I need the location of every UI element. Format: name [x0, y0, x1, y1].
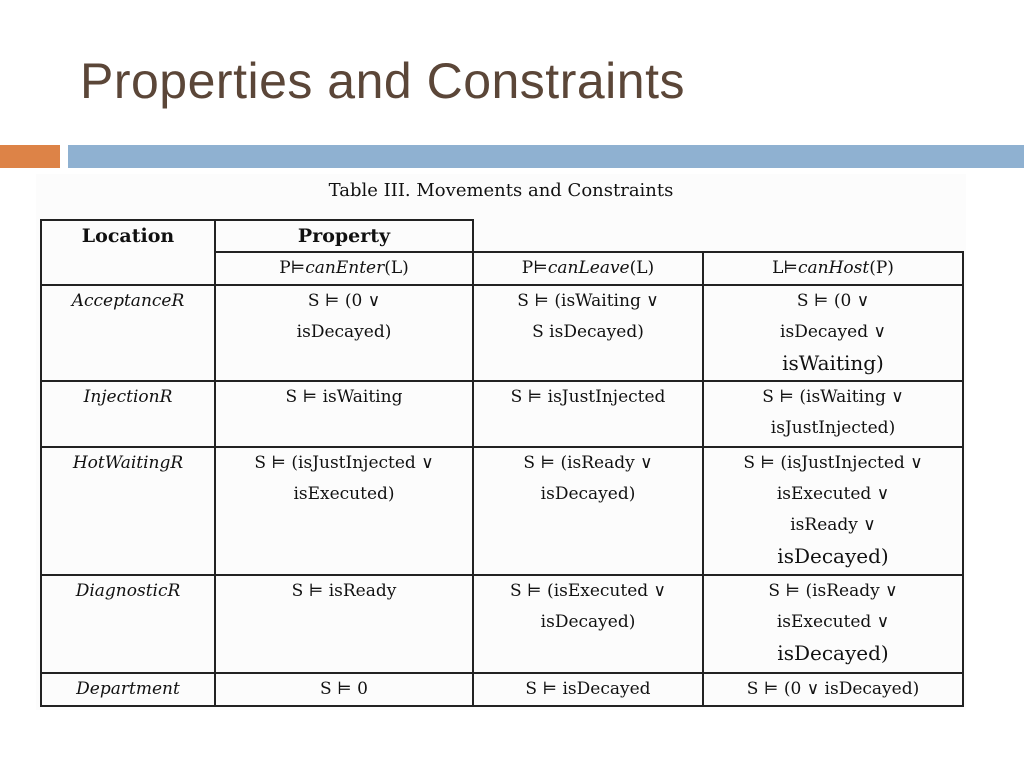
constraint-cell: S ⊨ (0 ∨ isDecayed) — [215, 285, 473, 381]
constraint-cell: S ⊨ 0 — [215, 673, 473, 706]
table-row — [41, 381, 963, 447]
header-col-can-leave: P⊨canLeave(L) — [473, 252, 703, 285]
header-col-can-enter: P⊨canEnter(L) — [215, 252, 473, 285]
constraint-cell: S ⊨ isWaiting — [215, 381, 473, 447]
constraint-cell: S ⊨ isDecayed — [473, 673, 703, 706]
constraint-cell: S ⊨ (isJustInjected ∨ isExecuted) — [215, 447, 473, 575]
header-property: Property — [215, 220, 473, 252]
constraint-cell: S ⊨ (isExecuted ∨ isDecayed) — [473, 575, 703, 673]
constraint-cell: S ⊨ (isWaiting ∨ isJustInjected) — [703, 381, 963, 447]
header-row-1 — [41, 220, 963, 252]
accent-bar-blue — [68, 145, 1024, 168]
location-cell: HotWaitingR — [41, 447, 215, 575]
header-blank — [473, 220, 963, 252]
table-row — [41, 673, 963, 706]
constraint-cell: S ⊨ isReady — [215, 575, 473, 673]
header-location: Location — [41, 220, 215, 285]
table-row — [41, 575, 963, 673]
constraint-cell: S ⊨ (isWaiting ∨ S isDecayed) — [473, 285, 703, 381]
constraint-cell: S ⊨ (0 ∨ isDecayed) — [703, 673, 963, 706]
location-cell: AcceptanceR — [41, 285, 215, 381]
location-cell: Department — [41, 673, 215, 706]
constraint-cell: S ⊨ (isReady ∨ isDecayed) — [473, 447, 703, 575]
slide-title: Properties and Constraints — [80, 53, 685, 109]
header-col-can-host: L⊨canHost(P) — [703, 252, 963, 285]
constraint-cell: S ⊨ (isReady ∨ isExecuted ∨ isDecayed) — [703, 575, 963, 673]
location-cell: InjectionR — [41, 381, 215, 447]
table-row — [41, 447, 963, 575]
constraint-cell: S ⊨ (0 ∨ isDecayed ∨ isWaiting) — [703, 285, 963, 381]
constraint-cell: S ⊨ (isJustInjected ∨ isExecuted ∨ isReady ∨ isDecayed) — [703, 447, 963, 575]
accent-bar-orange — [0, 145, 60, 168]
table-caption: Table III. Movements and Constraints — [328, 180, 674, 201]
constraints-table — [40, 219, 964, 707]
table-row — [41, 285, 963, 381]
location-cell: DiagnosticR — [41, 575, 215, 673]
table-image — [36, 174, 966, 710]
constraint-cell: S ⊨ isJustInjected — [473, 381, 703, 447]
